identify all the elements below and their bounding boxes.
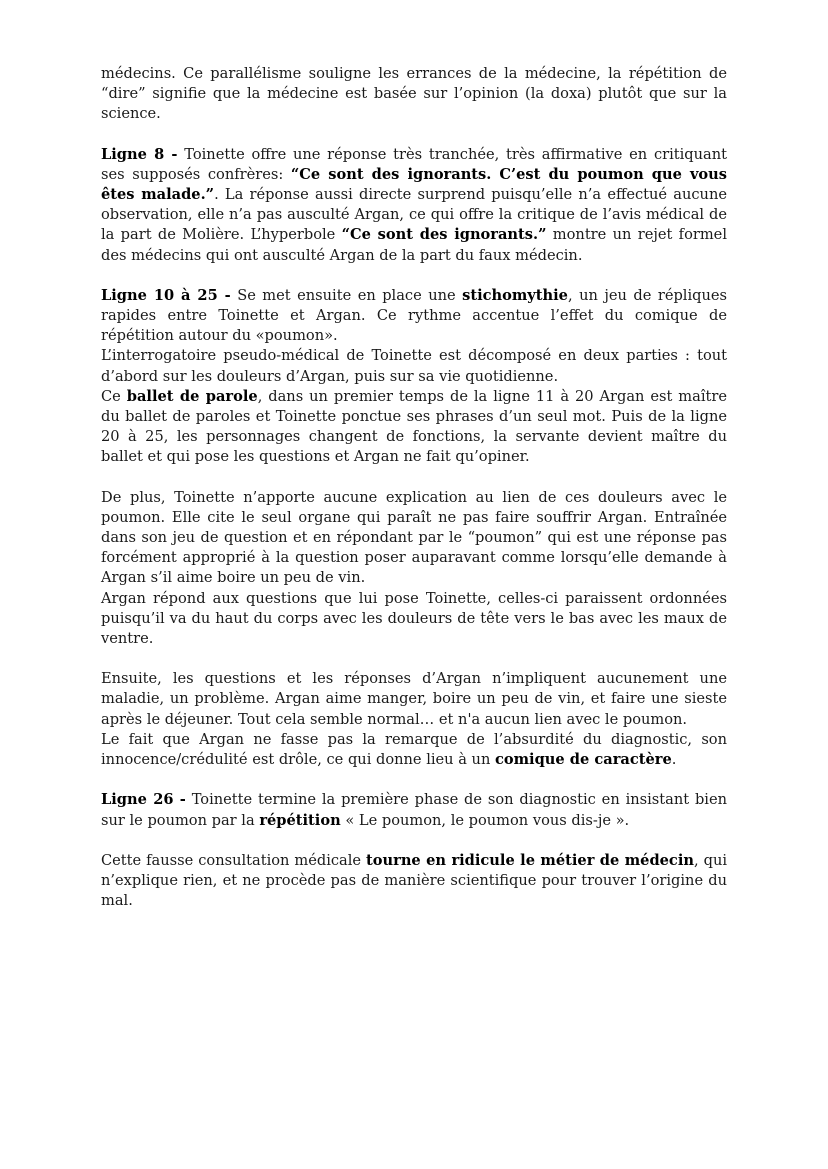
intro-text: médecins. Ce parallélisme souligne les errances de la médecine, la répétition de “dire” signifie que la médecine est basée sur l’opinion (la doxa) plutôt que sur la science.: [101, 65, 727, 123]
ligne-26-text-2: « Le poumon, le poumon vous dis-je ».: [340, 811, 630, 829]
ridicule-term: tourne en ridicule le métier de médecin: [366, 851, 694, 869]
ligne-8-quote-2: “Ce sont des ignorants.”: [341, 226, 547, 244]
ligne-10-25-text-2: , un jeu de répliques rapides entre Toinette et Argan. Ce rythme accentue l’effet du comique de répétition autour du «poumon».: [101, 286, 728, 345]
ligne-10-25-text-3: Ce: [101, 387, 127, 405]
ligne-10-25-block-2: L’interrogatoire pseudo-médical de Toinette est décomposé en deux parties : tout d’abord sur les douleurs d’Argan, puis sur sa vie quotidienne.: [101, 347, 727, 385]
ligne-10-25-text-1: Se met ensuite en place une: [230, 286, 463, 304]
paragraph-ligne-8: [101, 145, 727, 266]
ligne-26-text-1: Toinette termine la première phase de son diagnostic en insistant bien sur le poumon par la: [101, 791, 728, 829]
ballet-term: ballet de parole: [126, 387, 258, 405]
paragraph-conclusion: [101, 851, 727, 912]
ligne-8-text-2: . La réponse aussi directe surprend puisqu’elle n’a effectué aucune observation, elle n’a pas ausculté Argan, ce qui offre la critique de l’avis médical de la part de Molière. L’hyperbole: [101, 186, 727, 244]
repetition-term: répétition: [259, 811, 341, 829]
ligne-26-label: Ligne 26 -: [101, 791, 186, 809]
ligne-10-25-block-3: [101, 387, 727, 468]
de-plus-block-2: Argan répond aux questions que lui pose Toinette, celles-ci paraissent ordonnées puisqu’il va du haut du corps avec les douleurs de tête vers le bas avec les maux de ventre.: [101, 589, 727, 648]
conclusion-text-1: Cette fausse consultation médicale: [101, 851, 367, 869]
stichomythie-term: stichomythie: [462, 286, 568, 304]
de-plus-block-1: De plus, Toinette n’apporte aucune explication au lien de ces douleurs avec le poumon. Elle cite le seul organe qui paraît ne pas faire souffrir Argan. Entraînée dans son jeu de question et en répondant par le “poumon” qui est une réponse pas forcément approprié à la question poser auparavant comme lorsqu’elle demande à Argan s’il aime boire un peu de vin.: [101, 488, 727, 587]
ensuite-text-1: Le fait que Argan ne fasse pas la remarque de l’absurdité du diagnostic, son innocence/crédulité est drôle, ce qui donne lieu à un: [101, 730, 727, 769]
ligne-8-label: Ligne 8 -: [101, 145, 178, 163]
ligne-8-quote-1: “Ce sont des ignorants. C’est du poumon que vous êtes malade.”: [101, 165, 727, 204]
paragraph-de-plus: [101, 488, 727, 650]
ensuite-block-2: [101, 730, 727, 770]
ligne-10-25-label: Ligne 10 à 25 -: [101, 286, 231, 304]
ligne-8-text-1: Toinette offre une réponse très tranchée, très affirmative en critiquant ses supposés confrères:: [101, 145, 727, 183]
ligne-10-25-text-4: , dans un premier temps de la ligne 11 à 20 Argan est maître du ballet de paroles et Toinette ponctue ses phrases d’un seul mot. Puis de la ligne 20 à 25, les personnages changent de fonctions, la servante devient maître du ballet et qui pose les questions et Argan ne fait qu’opiner.: [101, 387, 727, 466]
ensuite-text-2: .: [671, 751, 677, 769]
paragraph-intro: [101, 64, 727, 125]
ensuite-block-1: Ensuite, les questions et les réponses d’Argan n’impliquent aucunement une maladie, un problème. Argan aime manger, boire un peu de vin, et faire une sieste après le déjeuner. Tout cela semble normal… et n'a aucun lien avec le poumon.: [101, 670, 727, 728]
conclusion-text-2: , qui n’explique rien, et ne procède pas de manière scientifique pour trouver l’origine du mal.: [101, 851, 728, 910]
ligne-10-25-block-1: [101, 286, 727, 347]
ligne-8-text-3: montre un rejet formel des médecins qui ont ausculté Argan de la part du faux médecin.: [101, 226, 727, 264]
paragraph-ensuite: [101, 669, 727, 770]
document-page: [101, 64, 727, 931]
paragraph-ligne-26: [101, 790, 727, 830]
paragraph-ligne-10-25: [101, 286, 727, 468]
comique-caractere-term: comique de caractère: [495, 751, 672, 769]
